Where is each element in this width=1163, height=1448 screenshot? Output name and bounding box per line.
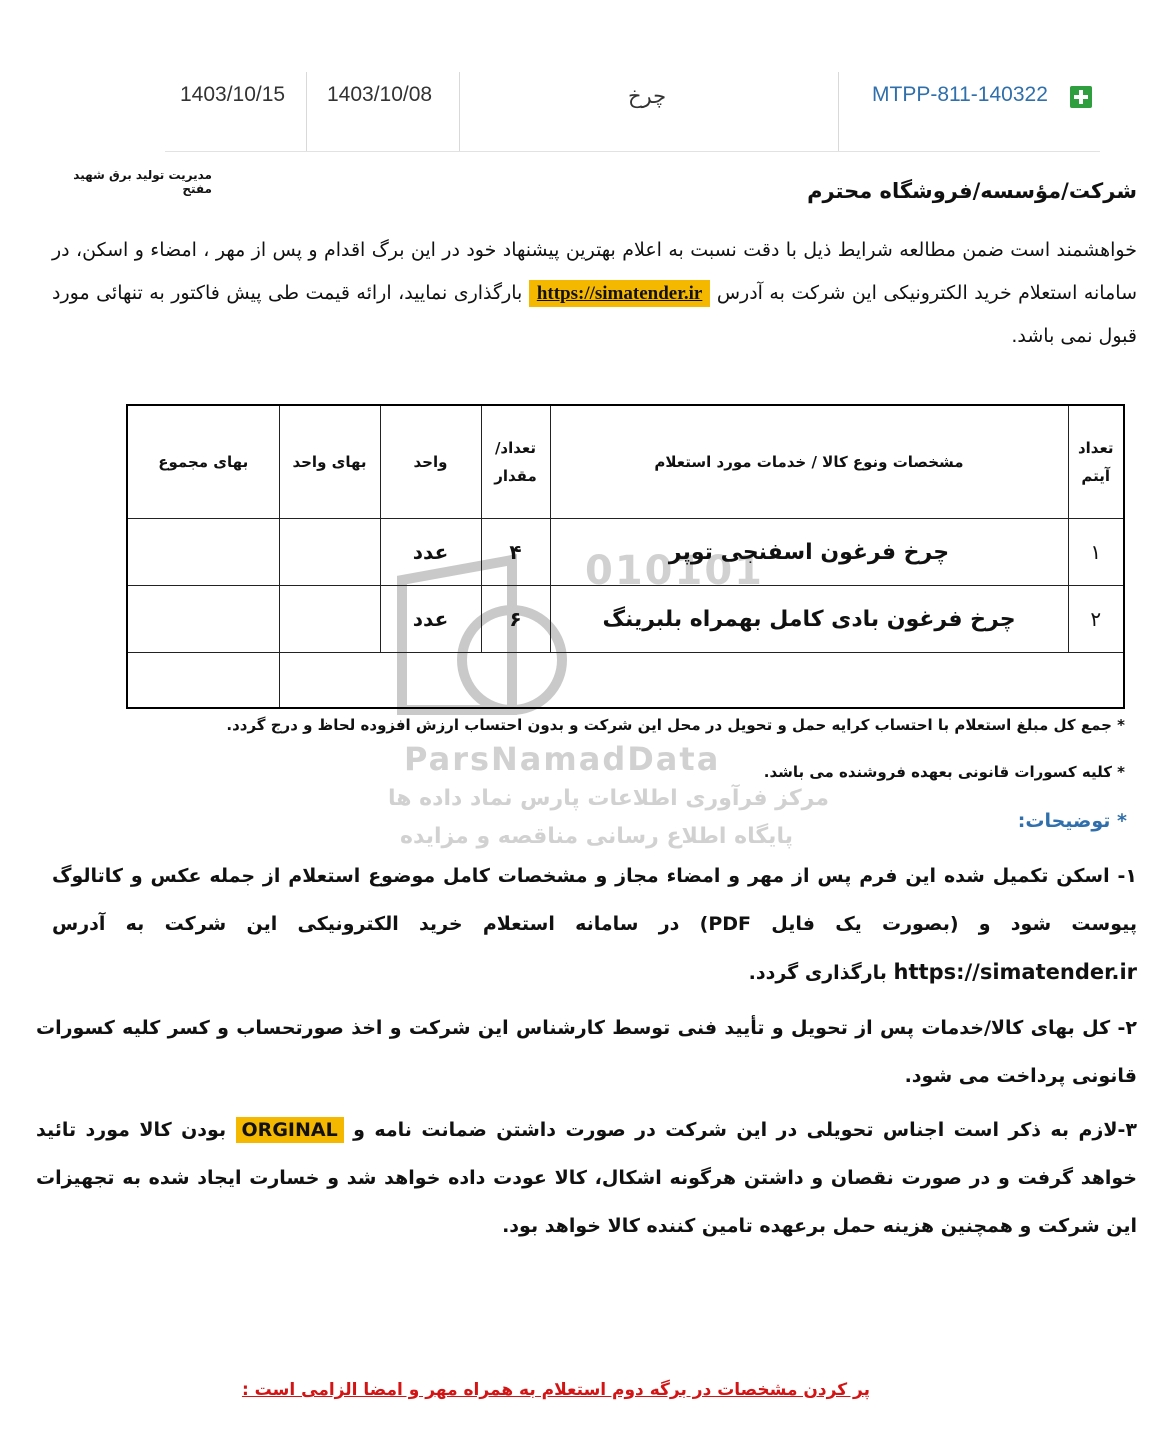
- items-table: [126, 404, 1125, 709]
- explanations-title: * توضیحات:: [1017, 810, 1127, 832]
- intro-link[interactable]: https://simatender.ir: [529, 280, 711, 307]
- intro-paragraph: [52, 229, 1137, 358]
- watermark-digits: 010101: [585, 548, 764, 594]
- row-description: چرخ فرغون اسفنجی توپر: [550, 519, 1068, 586]
- explanation-paragraph-2: ۲- کل بهای کالا/خدمات پس از تحویل و تأیید فنی توسط کارشناس این شرکت و اخذ صورتحساب و کسر کلیه کسورات قانونی پرداخت می شود.: [36, 1017, 1137, 1087]
- organization-name: مدیریت تولید برق شهید مفتح: [73, 168, 212, 196]
- greeting: شرکت/مؤسسه/فروشگاه محترم: [807, 179, 1137, 203]
- header-divider: [838, 72, 839, 151]
- note-line: * جمع کل مبلغ استعلام با احتساب کرایه حمل و تحویل در محل این شرکت و بدون احتساب ارزش افزوده لحاظ و درج گردد.: [226, 716, 1125, 734]
- table-header-row: [127, 405, 1124, 519]
- row-total-price: [127, 519, 279, 586]
- table-row: [127, 519, 1124, 586]
- para1-text: ۱- اسکن تکمیل شده این فرم پس از مهر و امضاء مجاز و مشخصات کامل موضوع استعلام از جمله عکس و کاتالوگ پیوست شود و (بصورت یک فایل: [52, 865, 1137, 935]
- header-qty: تعداد/ مقدار: [481, 405, 550, 519]
- total-row: [127, 653, 1124, 709]
- tender-title: چرخ: [628, 85, 667, 108]
- note-line: * کلیه کسورات قانونی بعهده فروشنده می باشد.: [763, 763, 1125, 781]
- orginal-highlight: ORGINAL: [236, 1117, 344, 1143]
- watermark-brand: ParsNamadData: [404, 740, 721, 778]
- para1-pdf: PDF: [708, 913, 752, 935]
- row-description: چرخ فرغون بادی کامل بهمراه بلبرینگ: [550, 586, 1068, 653]
- explanation-paragraph-1: [52, 852, 1137, 997]
- header-divider: [459, 72, 460, 151]
- header-description: مشخصات ونوع کالا / خدمات مورد استعلام: [550, 405, 1068, 519]
- row-unit-price: [279, 519, 380, 586]
- tender-code-link[interactable]: MTPP-811-140322: [872, 83, 1048, 106]
- watermark-line2: پایگاه اطلاع رسانی مناقصه و مزایده: [400, 824, 793, 849]
- footer-requirement: پر کردن مشخصات در برگه دوم استعلام به همراه مهر و امضا الزامی است :: [241, 1380, 870, 1400]
- row-unit-price: [279, 586, 380, 653]
- expand-plus-icon[interactable]: [1070, 86, 1092, 108]
- row-total-price: [127, 586, 279, 653]
- explanation-paragraph-3: [36, 1106, 1137, 1250]
- start-date: 1403/10/08: [327, 83, 433, 106]
- row-number: ۲: [1068, 586, 1124, 653]
- row-unit: عدد: [380, 519, 481, 586]
- para1-text: بارگذاری گردد.: [748, 962, 894, 984]
- para1-link[interactable]: https://simatender.ir: [893, 960, 1137, 984]
- watermark-line1: مرکز فرآوری اطلاعات پارس نماد داده ها: [388, 786, 829, 811]
- intro-text: خواهشمند است ضمن مطالعه شرایط ذیل با دقت نسبت به اعلام بهترین پیشنهاد خود در این برگ اقدام و پس از مهر ، امضاء و اسکن، در سامانه استعلام خرید الکترونیکی این شرکت به آدرس: [52, 239, 1137, 304]
- row-number: ۱: [1068, 519, 1124, 586]
- header-divider: [306, 72, 307, 151]
- table-row: [127, 586, 1124, 653]
- total-value-cell: [127, 653, 279, 709]
- header-item-no: تعداد آیتم: [1068, 405, 1124, 519]
- header-unit: واحد: [380, 405, 481, 519]
- end-date: 1403/10/15: [180, 83, 286, 106]
- row-unit: عدد: [380, 586, 481, 653]
- header-bottom-divider: [165, 151, 1100, 152]
- para3-text: ۳-لازم به ذکر است اجناس تحویلی در این شرکت در صورت داشتن ضمانت نامه و: [343, 1119, 1137, 1141]
- row-qty: ۴: [481, 519, 550, 586]
- header-total-price: بهای مجموع: [127, 405, 279, 519]
- para1-text: ) در سامانه استعلام خرید الکترونیکی این شرکت به آدرس: [52, 913, 709, 935]
- total-label-cell: [279, 653, 1124, 709]
- row-qty: ۶: [481, 586, 550, 653]
- intro-text: بارگذاری نمایید، ارائه قیمت طی پیش فاکتور به تنهائی مورد قبول نمی باشد.: [52, 282, 1137, 347]
- header-unit-price: بهای واحد: [279, 405, 380, 519]
- para3-text: بودن کالا مورد تائید خواهد گرفت و در صورت نقصان و داشتن هرگونه اشکال، کالا عودت داده خواهد شد و خسارت ایجاد شده به تجهیزات این شرکت و همچنین هزینه حمل برعهده تامین کننده کالا خواهد بود.: [36, 1119, 1137, 1237]
